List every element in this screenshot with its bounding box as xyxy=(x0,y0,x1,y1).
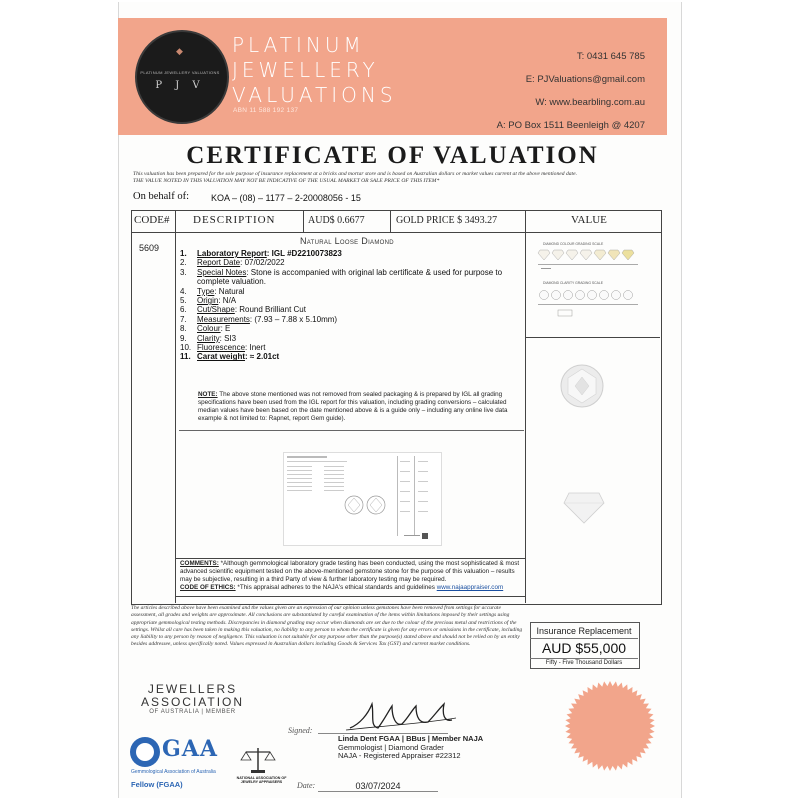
contact-block xyxy=(497,45,645,137)
email: E: PJValuations@gmail.com xyxy=(525,74,645,85)
spec-row: 10. Fluorescence: Inert xyxy=(180,343,266,353)
appraiser-role: Gemmologist | Diamond Grader xyxy=(338,742,444,752)
certificate-title: CERTIFICATE OF VALUATION xyxy=(186,142,599,169)
appraiser-registration: NAJA - Registered Appraiser #22312 xyxy=(338,751,461,760)
website: W: www.bearbling.com.au xyxy=(535,97,645,108)
code-header: CODE# xyxy=(134,214,170,226)
appraiser-name: Linda Dent FGAA | BBus | Member NAJA xyxy=(338,734,484,743)
naja-logo-text: NATIONAL ASSOCIATION OF JEWELRY APPRAISERS xyxy=(236,776,287,785)
diamond-top-view xyxy=(558,362,606,410)
value-header: VALUE xyxy=(571,214,607,226)
logo-initials: P J V xyxy=(155,80,205,91)
item-subtitle: Natural Loose Diamond xyxy=(300,236,394,246)
spec-row: 1. Laboratory Report: IGL #D2210073823 xyxy=(180,249,342,258)
phone: T: 0431 645 785 xyxy=(576,51,645,62)
date-label: Date: xyxy=(297,781,316,790)
intro-line: This valuation has been prepared for the sole purpose of insurance replacement at a bricks and mortar store and is based on Australian dollars or market values current at the above mentioned date. xyxy=(133,171,577,177)
scales-of-justice-icon xyxy=(238,746,278,774)
table-divider xyxy=(390,210,391,232)
clarity-scale-title: DIAMOND CLARITY GRADING SCALE xyxy=(543,281,604,285)
spec-row: 4. Type: Natural xyxy=(180,286,245,296)
date-value: 03/07/2024 xyxy=(355,781,401,791)
insurance-amount: AUD $55,000 xyxy=(530,638,638,659)
brand-name xyxy=(232,33,397,108)
table-divider xyxy=(525,210,526,603)
fellow-title: Fellow (FGAA) xyxy=(131,780,183,789)
intro-line: THE VALUE NOTED IN THIS VALUATION MAY NOT BE INDICATIVE OF THE USUAL MARKET OR SALE PRICE OF THIS ITEM* xyxy=(133,178,440,184)
lab-report-thumbnail xyxy=(283,452,442,546)
abn-number: ABN 11 588 192 137 xyxy=(233,107,299,114)
description-header: DESCRIPTION xyxy=(193,214,276,226)
appraiser-signature xyxy=(340,696,460,734)
comments-block xyxy=(180,560,525,592)
signed-label: Signed: xyxy=(288,726,313,735)
intro-text xyxy=(133,171,653,185)
table-divider xyxy=(525,337,660,338)
table-divider xyxy=(175,210,176,603)
logo-small-text: PLATINUM JEWELLERY VALUATIONS xyxy=(140,70,220,75)
insurance-amount-words: Fifty - Five Thousand Dollars xyxy=(545,660,623,666)
naja-link[interactable]: www.najaappraiser.com xyxy=(436,584,504,591)
spec-row: 9. Clarity: SI3 xyxy=(180,333,237,343)
brand-line: PLATINUM xyxy=(232,33,365,57)
diamond-side-view xyxy=(563,487,605,525)
disclaimer-text: The articles described above have been examined and the values given are an expression of our opinion unless gemstones have been removed from settings for accurate assessment, all grades and weights are approximate. All conclusions are substantiated by careful examination of the items within limitations imposed by their settings using appropriate gemmological testing methods. Discrepancies in diamond grading may occur when diamonds are set due to the colour of the precious metal and restrictions of the settings. Whilst all care has been taken in making this valuation, no liability to any person to whom the certificate is given for any errors or omissions in the certificate, including any liability to any person by reason of negligence. This valuation is not suitable for any purpose other than the purpose(s) stated above and should not be relied on by an entity besides addressee, unless specifically noted. Values expressed in Australian dollars including Goods & Services Tax (GST) and current market conditions. xyxy=(131,605,523,648)
jewellers-association-logo xyxy=(135,683,250,715)
item-specifications xyxy=(180,249,525,362)
table-divider xyxy=(303,210,304,232)
comments-divider xyxy=(176,596,525,597)
colour-scale-title: DIAMOND COLOUR GRADING SCALE xyxy=(543,242,604,246)
spec-row: complete valuation. xyxy=(197,277,266,287)
ja-line: OF AUSTRALIA | MEMBER xyxy=(149,709,236,715)
appraiser-details xyxy=(338,735,483,761)
spec-row: 8. Colour: E xyxy=(180,324,231,334)
table-divider xyxy=(131,232,661,233)
ja-line: JEWELLERS xyxy=(147,682,238,696)
spec-row: 11. Carat weight: ≈ 2.01ct xyxy=(180,352,280,362)
aud-header: AUD$ 0.6677 xyxy=(308,215,365,226)
date-line xyxy=(318,791,438,792)
item-code: 5609 xyxy=(139,243,160,253)
brand-line: VALUATIONS xyxy=(232,83,397,107)
grading-scale-chart xyxy=(533,240,658,330)
note-divider xyxy=(179,430,524,431)
gaa-logo-text: GAA xyxy=(162,736,218,762)
spec-row: 5. Origin: N/A xyxy=(180,296,237,306)
spec-row: 7. Measurements: (7.93 – 7.88 x 5.10mm) xyxy=(180,314,338,324)
behalf-label: On behalf of: xyxy=(133,191,189,202)
seal-icon xyxy=(564,680,656,772)
brand-line: JEWELLERY xyxy=(232,58,379,82)
gaa-subtitle: Gemmological Association of Australia xyxy=(131,769,216,775)
note-text: NOTE: The above stone mentioned was not removed from sealed packaging & is prepared by IGL all grading specifications have been used from the IGL report for this valuation, including grading conversions – calculated median values have been based on the date mentioned above & is a guide only – including any online live data example & not limited to: Rapnet, report Gem guide). xyxy=(198,391,508,422)
spec-row: 2. Report Date: 07/02/2022 xyxy=(180,258,285,268)
spec-row: 6. Cut/Shape: Round Brilliant Cut xyxy=(180,305,306,315)
insurance-label: Insurance Replacement xyxy=(536,626,632,636)
ethics-text: CODE OF ETHICS: *This appraisal adheres to the NAJA's ethical standards and guidelines www.najaappraiser.com xyxy=(180,584,504,591)
spec-row: 3. Special Notes: Stone is accompanied with original lab certificate & used for purpose to xyxy=(180,267,503,277)
ja-line: ASSOCIATION xyxy=(140,695,245,709)
diamond-icon: ◆ xyxy=(176,46,183,56)
comments-divider xyxy=(176,558,525,559)
address: A: PO Box 1511 Beenleigh @ 4207 xyxy=(496,120,645,131)
comments-text: COMMENTS: *Although gemmological laboratory grade testing has been conducted, using the most sophisticated & most advanced scientific equipment tested on the above-mentioned gemstone stone for the purpose of this valuation – results may be subjective, resulting in a third Party of view & further laboratory testing may be required. xyxy=(180,560,520,583)
pjv-logo xyxy=(135,30,229,124)
gold-price-header: GOLD PRICE $ 3493.27 xyxy=(396,215,498,226)
behalf-value: KOA – (08) – 1177 – 2-20008056 - 15 xyxy=(211,193,361,203)
gaa-emblem-inner xyxy=(136,743,154,761)
